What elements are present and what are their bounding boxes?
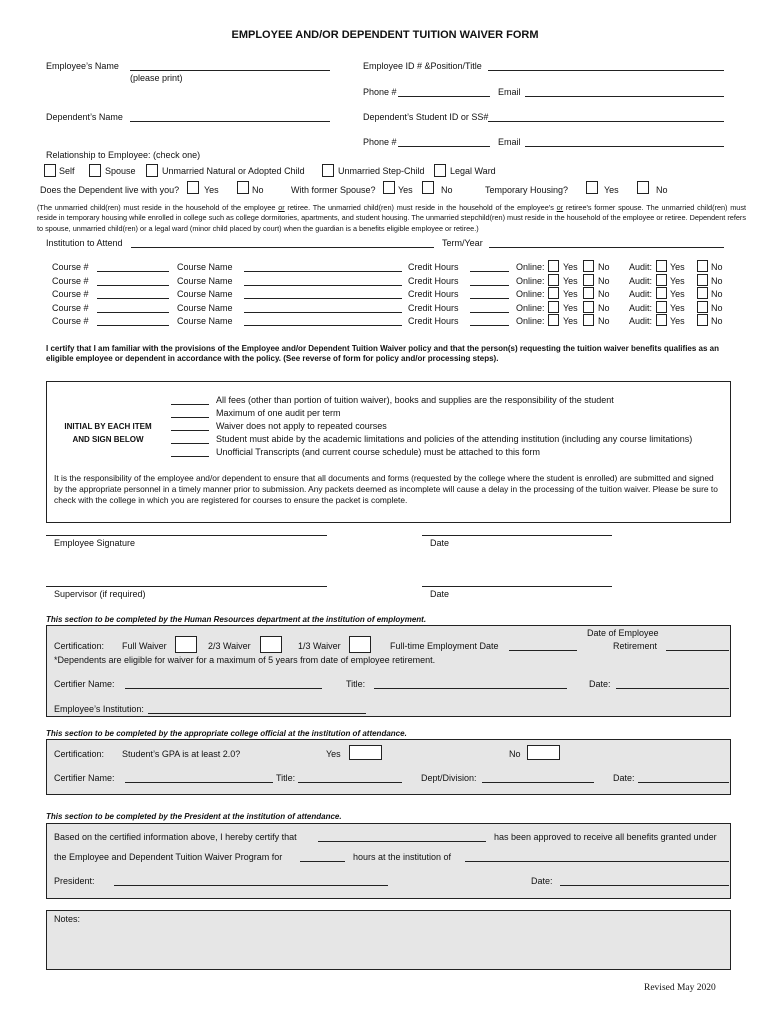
two-thirds-waiver-checkbox[interactable] [260, 636, 282, 653]
audit-no-checkbox[interactable] [697, 260, 708, 272]
employee-phone-field[interactable] [398, 96, 490, 97]
college-title-label: Title: [276, 773, 296, 783]
credit-hours-label: Credit Hours [408, 276, 459, 286]
college-section-box [46, 739, 731, 795]
online-no-checkbox[interactable] [583, 314, 594, 326]
course-name-label: Course Name [177, 303, 233, 313]
relationship-stepchild-label: Unmarried Step-Child [338, 166, 425, 176]
online-no-checkbox[interactable] [583, 301, 594, 313]
dependent-email-label: Email [498, 137, 521, 147]
credit-hours-label: Credit Hours [408, 289, 459, 299]
retirement-label-2: Retirement [613, 641, 658, 651]
course-number-label: Course # [52, 289, 89, 299]
former-spouse-yes-label: Yes [398, 185, 413, 195]
online-yes-checkbox[interactable] [548, 301, 559, 313]
print-note: (please print) [130, 73, 183, 83]
president-certify-pre: Based on the certified information above, I hereby certify that [54, 832, 297, 842]
fulltime-date-field[interactable] [509, 650, 577, 651]
dependent-id-label: Dependent’s Student ID or SS# [363, 112, 489, 122]
audit-label: Audit: [629, 289, 653, 299]
course-name-field[interactable] [244, 325, 402, 326]
audit-yes-label: Yes [670, 316, 685, 326]
credit-hours-field[interactable] [470, 271, 509, 272]
employee-name-label: Employee’s Name [46, 61, 119, 71]
audit-label: Audit: [629, 276, 653, 286]
president-section-heading: This section to be completed by the President at the institution of attendance. [46, 812, 342, 821]
online-yes-checkbox[interactable] [548, 314, 559, 326]
audit-no-label: No [711, 262, 723, 272]
employee-signature-date-label: Date [430, 538, 450, 548]
online-yes-label: Yes [563, 276, 578, 286]
initial-field[interactable] [171, 456, 209, 457]
online-label: Online: [516, 276, 545, 286]
audit-yes-checkbox[interactable] [656, 287, 667, 299]
initial-item-text: All fees (other than portion of tuition waiver), books and supplies are the responsibility of the student [216, 395, 614, 405]
president-label: President: [54, 876, 95, 886]
course-name-field[interactable] [244, 285, 402, 286]
online-no-checkbox[interactable] [583, 274, 594, 286]
audit-yes-label: Yes [670, 303, 685, 313]
institution-field[interactable] [131, 247, 434, 248]
dependent-phone-field[interactable] [398, 146, 490, 147]
certify-statement: I certify that I am familiar with the provisions of the Employee and/or Dependent Tuition Waiver policy and that the person(s) requesting the tuition waiver benefits qualifies as an eligible employee or dependent in accordance with the policy. (See reverse of form for policy and/or processing steps). [46, 344, 719, 364]
audit-yes-label: Yes [670, 262, 685, 272]
course-number-label: Course # [52, 276, 89, 286]
initial-item-text: Student must abide by the academic limitations and policies of the attending institution (including any course limitations) [216, 434, 693, 444]
course-name-label: Course Name [177, 289, 233, 299]
college-date-label: Date: [613, 773, 635, 783]
president-certify-post: has been approved to receive all benefits granted under [494, 832, 717, 842]
online-yes-label: Yes [563, 262, 578, 272]
college-certifier-name-label: Certifier Name: [54, 773, 115, 783]
relationship-stepchild-checkbox[interactable] [322, 164, 334, 177]
audit-no-checkbox[interactable] [697, 301, 708, 313]
employee-signature-date-line[interactable] [422, 535, 612, 536]
online-no-label: No [598, 262, 610, 272]
president-date-label: Date: [531, 876, 553, 886]
gpa-yes-label: Yes [326, 749, 341, 759]
audit-yes-checkbox[interactable] [656, 314, 667, 326]
employee-institution-label: Employee’s Institution: [54, 704, 144, 714]
former-spouse-no-checkbox[interactable] [422, 181, 434, 194]
initials-heading-2: AND SIGN BELOW [72, 435, 144, 444]
online-label: Online: [516, 289, 545, 299]
credit-hours-field[interactable] [470, 312, 509, 313]
audit-yes-checkbox[interactable] [656, 260, 667, 272]
credit-hours-label: Credit Hours [408, 303, 459, 313]
gpa-no-box[interactable] [527, 745, 560, 760]
dependent-id-field[interactable] [488, 121, 724, 122]
dependent-name-label: Dependent’s Name [46, 112, 123, 122]
one-third-waiver-label: 1/3 Waiver [298, 641, 341, 651]
initial-field[interactable] [171, 430, 209, 431]
credit-hours-field[interactable] [470, 325, 509, 326]
temporary-yes-checkbox[interactable] [586, 181, 598, 194]
initial-item-text: Maximum of one audit per term [216, 408, 341, 418]
gpa-yes-box[interactable] [349, 745, 382, 760]
dependents-note: *Dependents are eligible for waiver for a maximum of 5 years from date of employee retirement. [54, 655, 436, 665]
course-number-label: Course # [52, 316, 89, 326]
audit-label: Audit: [629, 303, 653, 313]
course-name-field[interactable] [244, 298, 402, 299]
form-title: EMPLOYEE AND/OR DEPENDENT TUITION WAIVER FORM [231, 29, 539, 41]
credit-hours-field[interactable] [470, 298, 509, 299]
course-name-field[interactable] [244, 312, 402, 313]
dependent-email-field[interactable] [525, 146, 724, 147]
audit-label: Audit: [629, 316, 653, 326]
audit-no-checkbox[interactable] [697, 274, 708, 286]
relationship-legal-ward-label: Legal Ward [450, 166, 496, 176]
supervisor-label: Supervisor (if required) [54, 589, 146, 599]
audit-label: Audit: [629, 262, 653, 272]
revised-date: Revised May 2020 [644, 983, 716, 993]
temporary-housing-label: Temporary Housing? [485, 185, 569, 195]
term-field[interactable] [489, 247, 724, 248]
relationship-spouse-label: Spouse [105, 166, 136, 176]
hr-section-heading: This section to be completed by the Human Resources department at the institution of employment. [46, 615, 427, 624]
program-pre: the Employee and Dependent Tuition Waiver Program for [54, 852, 283, 862]
former-spouse-yes-checkbox[interactable] [383, 181, 395, 194]
hr-certifier-name-field[interactable] [125, 688, 322, 689]
audit-no-label: No [711, 276, 723, 286]
employee-name-field[interactable] [130, 70, 330, 71]
audit-no-label: No [711, 289, 723, 299]
supervisor-date-line[interactable] [422, 586, 612, 587]
eligibility-note: (The unmarried child(ren) must reside in the household of the employee or retiree. The unmarried child(ren) must reside in the household of the employee’s or retiree's former spouse. The unmarried child(ren) must reside in temporary housing while enrolled in college such as college dormitories, apartments, and student housing. The unmarried stepchild(ren) must reside in the household of the employee or retiree. Dependent refers to spouse, unmarried child(ren) or a legal ward (minor child placed by court) when the guardian is a benefits eligible employee or retiree.) [37, 203, 747, 233]
online-no-label: No [598, 303, 610, 313]
certified-person-field[interactable] [318, 841, 486, 842]
college-certification-label: Certification: [54, 749, 105, 759]
live-with-yes-label: Yes [204, 185, 219, 195]
relationship-spouse-checkbox[interactable] [89, 164, 101, 177]
dept-field[interactable] [482, 782, 594, 783]
retirement-label-1: Date of Employee [587, 628, 659, 638]
audit-no-label: No [711, 303, 723, 313]
online-label: Online: [516, 262, 545, 272]
program-mid: hours at the institution of [353, 852, 452, 862]
relationship-label: Relationship to Employee: (check one) [46, 150, 201, 160]
course-number-label: Course # [52, 262, 89, 272]
employee-email-label: Email [498, 87, 521, 97]
employee-institution-field[interactable] [148, 713, 366, 714]
course-number-label: Course # [52, 303, 89, 313]
full-waiver-checkbox[interactable] [175, 636, 197, 653]
live-with-no-label: No [252, 185, 264, 195]
course-name-label: Course Name [177, 276, 233, 286]
course-number-field[interactable] [97, 298, 169, 299]
responsibility-text: It is the responsibility of the employee and/or dependent to ensure that all documents and forms (requested by the college where the student is enrolled) are submitted and signed by the appropriate personnel in a timely manner prior to submission. Any packets deemed as incomplete will cause a delay in the processing of the tuition waiver. Please be sure to check with the college in which you are registered for courses to ensure the packet is complete. [54, 473, 718, 505]
one-third-waiver-checkbox[interactable] [349, 636, 371, 653]
gpa-question: Student’s GPA is at least 2.0? [122, 749, 241, 759]
initial-field[interactable] [171, 443, 209, 444]
audit-yes-checkbox[interactable] [656, 274, 667, 286]
former-spouse-label: With former Spouse? [291, 185, 376, 195]
temporary-yes-label: Yes [604, 185, 619, 195]
program-institution-field[interactable] [465, 861, 729, 862]
college-date-field[interactable] [638, 782, 729, 783]
employee-id-label: Employee ID # &Position/Title [363, 61, 482, 71]
online-label: Online: [516, 316, 545, 326]
relationship-natural-child-label: Unmarried Natural or Adopted Child [162, 166, 305, 176]
online-label: Online: [516, 303, 545, 313]
audit-yes-label: Yes [670, 289, 685, 299]
hr-certification-label: Certification: [54, 641, 105, 651]
audit-no-checkbox[interactable] [697, 314, 708, 326]
live-with-question: Does the Dependent live with you? [40, 185, 180, 195]
gpa-no-label: No [509, 749, 521, 759]
temporary-no-label: No [656, 185, 668, 195]
notes-box[interactable] [46, 910, 731, 970]
initial-field[interactable] [171, 404, 209, 405]
audit-no-checkbox[interactable] [697, 287, 708, 299]
initials-heading-1: INITIAL BY EACH ITEM [64, 422, 152, 431]
relationship-natural-child-checkbox[interactable] [146, 164, 158, 177]
employee-phone-label: Phone # [363, 87, 397, 97]
dependent-phone-label: Phone # [363, 137, 397, 147]
hr-section-box [46, 625, 731, 717]
former-spouse-no-label: No [441, 185, 453, 195]
online-no-label: No [598, 289, 610, 299]
hr-date-label: Date: [589, 679, 611, 689]
course-number-field[interactable] [97, 271, 169, 272]
initial-item-text: Unofficial Transcripts (and current course schedule) must be attached to this form [216, 447, 540, 457]
hr-title-field[interactable] [374, 688, 567, 689]
live-with-no-checkbox[interactable] [237, 181, 249, 194]
audit-yes-label: Yes [670, 276, 685, 286]
relationship-self-label: Self [59, 166, 75, 176]
full-waiver-label: Full Waiver [122, 641, 167, 651]
employee-id-field[interactable] [488, 70, 724, 71]
course-number-field[interactable] [97, 285, 169, 286]
relationship-legal-ward-checkbox[interactable] [434, 164, 446, 177]
hr-certifier-name-label: Certifier Name: [54, 679, 115, 689]
temporary-no-checkbox[interactable] [637, 181, 649, 194]
hr-title-label: Title: [346, 679, 366, 689]
online-yes-label: Yes [563, 303, 578, 313]
term-label: Term/Year [442, 238, 483, 248]
fulltime-date-label: Full-time Employment Date [390, 641, 499, 651]
course-name-field[interactable] [244, 271, 402, 272]
online-yes-label: Yes [563, 316, 578, 326]
employee-signature-label: Employee Signature [54, 538, 136, 548]
course-name-label: Course Name [177, 316, 233, 326]
retirement-date-field[interactable] [666, 650, 729, 651]
course-number-field[interactable] [97, 312, 169, 313]
college-title-field[interactable] [298, 782, 402, 783]
online-no-label: No [598, 316, 610, 326]
employee-signature-line[interactable] [46, 535, 327, 536]
online-yes-checkbox[interactable] [548, 260, 559, 272]
program-hours-field[interactable] [300, 861, 345, 862]
online-no-label: No [598, 276, 610, 286]
college-section-heading: This section to be completed by the appropriate college official at the institution of attendance. [46, 729, 407, 738]
online-no-checkbox[interactable] [583, 260, 594, 272]
credit-hours-label: Credit Hours [408, 316, 459, 326]
president-date-field[interactable] [560, 885, 729, 886]
president-signature-field[interactable] [114, 885, 388, 886]
initial-field[interactable] [171, 417, 209, 418]
dependent-name-field[interactable] [130, 121, 330, 122]
online-no-checkbox[interactable] [583, 287, 594, 299]
course-name-label: Course Name [177, 262, 233, 272]
online-yes-label: Yes [563, 289, 578, 299]
live-with-yes-checkbox[interactable] [187, 181, 199, 194]
online-yes-checkbox[interactable] [548, 287, 559, 299]
audit-yes-checkbox[interactable] [656, 301, 667, 313]
college-certifier-name-field[interactable] [125, 782, 273, 783]
online-yes-checkbox[interactable] [548, 274, 559, 286]
credit-hours-label: Credit Hours [408, 262, 459, 272]
institution-label: Institution to Attend [46, 238, 123, 248]
two-thirds-waiver-label: 2/3 Waiver [208, 641, 251, 651]
supervisor-signature-line[interactable] [46, 586, 327, 587]
dept-label: Dept/Division: [421, 773, 477, 783]
credit-hours-field[interactable] [470, 285, 509, 286]
relationship-self-checkbox[interactable] [44, 164, 56, 177]
audit-no-label: No [711, 316, 723, 326]
employee-email-field[interactable] [525, 96, 724, 97]
supervisor-date-label: Date [430, 589, 450, 599]
hr-date-field[interactable] [616, 688, 729, 689]
notes-label: Notes: [54, 914, 81, 924]
initial-item-text: Waiver does not apply to repeated courses [216, 421, 387, 431]
course-number-field[interactable] [97, 325, 169, 326]
